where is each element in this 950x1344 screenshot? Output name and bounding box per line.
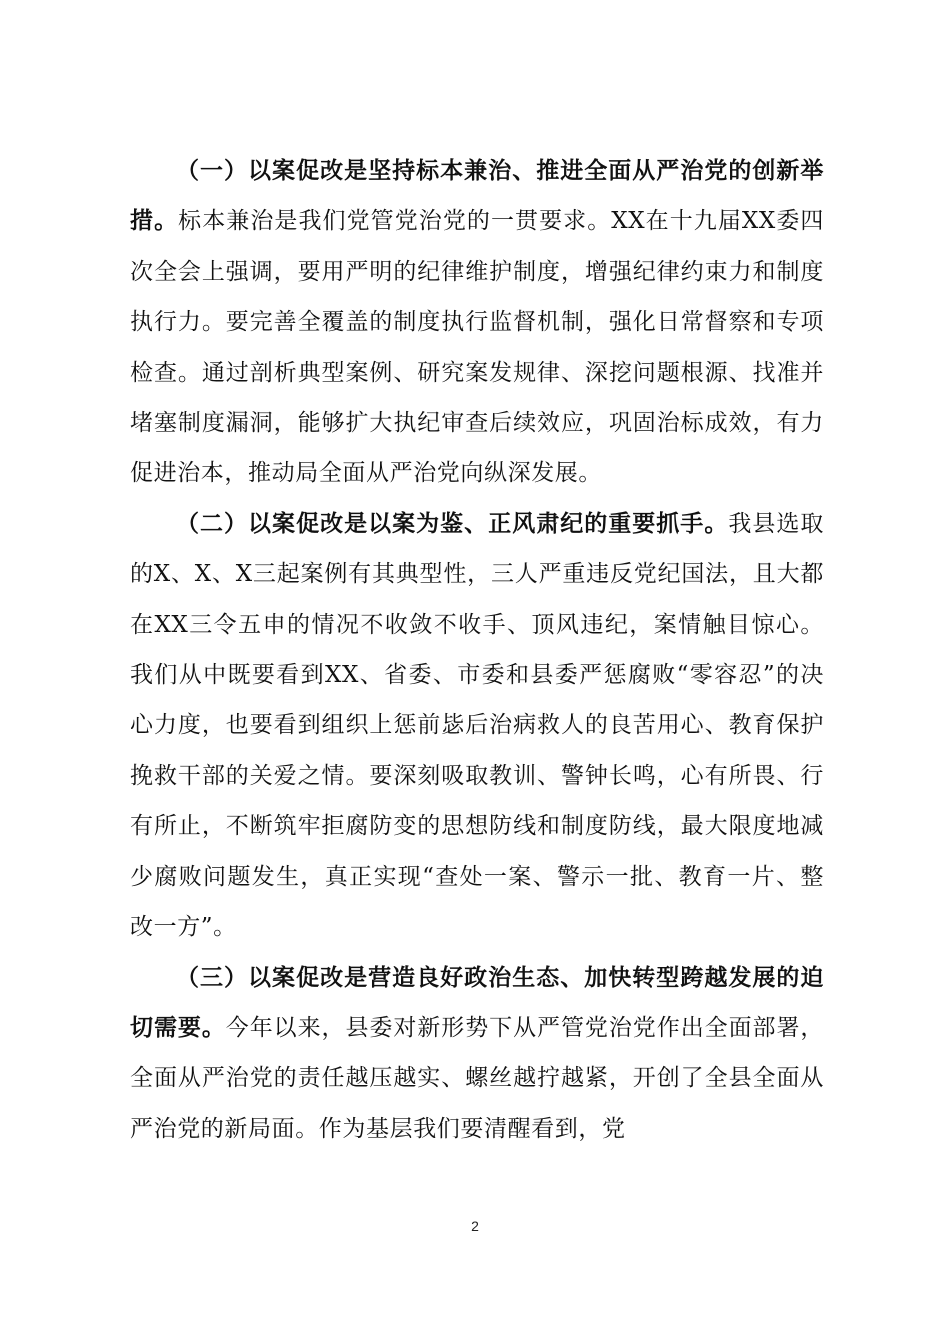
paragraph-2-text: 我县选取的X、X、X三起案例有其典型性，三人严重违反党纪国法，且大都在XX三令五申的情况不收敛不收手、顶风违纪，案情触目惊心。我们从中既要看到XX、省委、市委和县委严惩腐败“零容忍”的决心力度，也要看到组织上惩前毖后治病救人的良苦用心、教育保护挽救干部的关爱之情。要深刻吸取教训、警钟长鸣，心有所畏、行有所止，不断筑牢拒腐防变的思想防线和制度防线，最大限度地减少腐败问题发生，真正实现“查处一案、警示一批、教育一片、整改一方”。 bbox=[130, 510, 824, 941]
paragraph-1-text: 标本兼治是我们党管党治党的一贯要求。XX在十九届XX委四次全会上强调，要用严明的纪律维护制度，增强纪律约束力和制度执行力。要完善全覆盖的制度执行监督机制，强化日常督察和专项检查。通过剖析典型案例、研究案发规律、深挖问题根源、找准并堵塞制度漏洞，能够扩大执纪审查后续效应，巩固治标成效，有力促进治本，推动局全面从严治党向纵深发展。 bbox=[130, 208, 825, 487]
paragraph-3 bbox=[130, 953, 824, 1155]
paragraph-3-text: 今年以来，县委对新形势下从严管党治党作出全面部署，全面从严治党的责任越压越实、螺丝越拧越紧，开创了全县全面从严治党的新局面。作为基层我们要清醒看到，党 bbox=[130, 1014, 825, 1142]
paragraph-2 bbox=[130, 499, 824, 953]
paragraph-2-heading: （二）以案促改是以案为鉴、正风肃纪的重要抓手。 bbox=[176, 509, 729, 537]
paragraph-1 bbox=[130, 146, 824, 499]
paragraph-3-heading: （三）以案促改是营造良好政治生态、加快转型跨越发展的迫切需要。 bbox=[130, 963, 824, 1041]
page-number: 2 bbox=[471, 1218, 479, 1234]
paragraph-1-heading: （一）以案促改是坚持标本兼治、推进全面从严治党的创新举措。 bbox=[130, 157, 824, 235]
document-body bbox=[130, 146, 824, 1154]
